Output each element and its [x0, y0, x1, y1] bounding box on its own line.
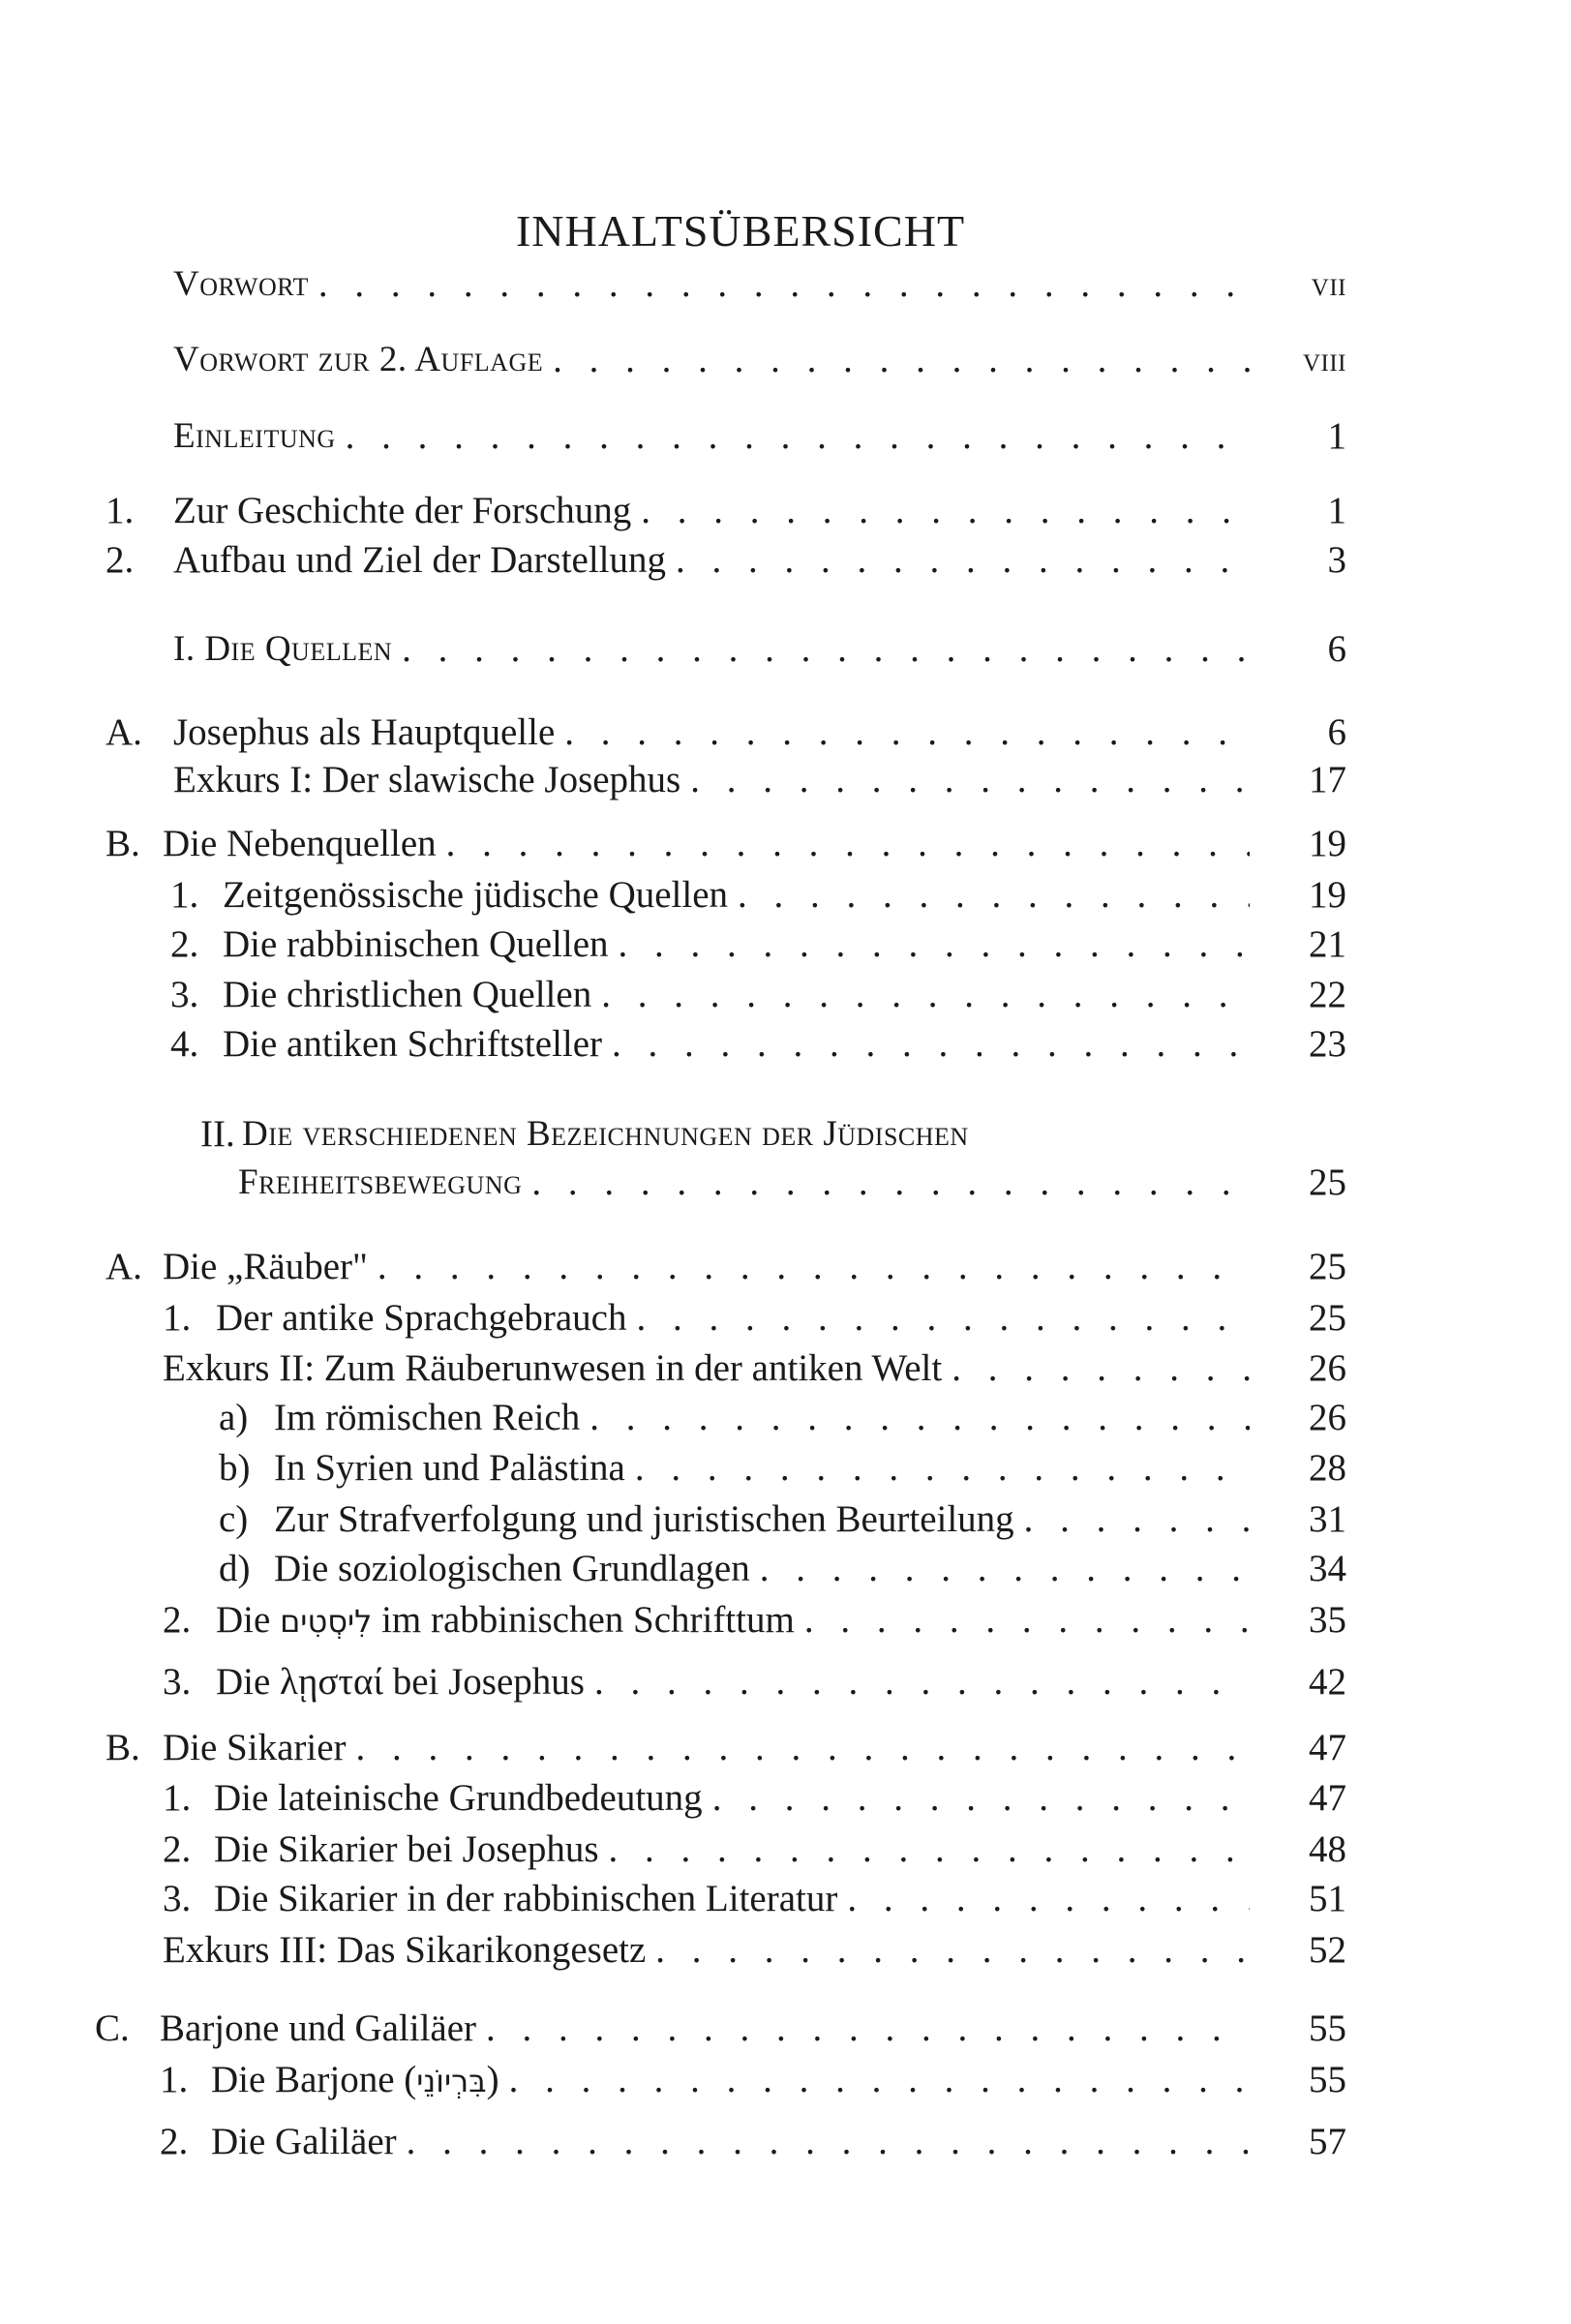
- toc-entry: [0, 535, 1346, 586]
- dot-leader: [397, 2117, 1250, 2167]
- toc-entry: [0, 335, 1346, 385]
- toc-entry: [0, 2117, 1346, 2167]
- entry-title: Die christlichen Quellen: [223, 974, 592, 1015]
- page-number: 55: [1309, 2007, 1346, 2049]
- dot-leader: [309, 259, 1250, 310]
- dot-leader: [585, 1657, 1250, 1707]
- entry-title: Vorwort: [173, 264, 309, 304]
- dot-leader: [580, 1393, 1250, 1443]
- entry-title: Die Sikarier bei Josephus: [214, 1828, 599, 1870]
- entry-title: Im römischen Reich: [274, 1397, 581, 1438]
- toc-entry: [0, 708, 1346, 758]
- dot-leader: [646, 1925, 1250, 1976]
- entry-title: Die λῃσταί bei Josephus: [216, 1661, 585, 1703]
- page-number: 35: [1309, 1599, 1346, 1641]
- page-number: viii: [1302, 341, 1346, 378]
- page-number: 17: [1309, 759, 1346, 800]
- toc-entry: [0, 1393, 1346, 1443]
- entry-title: Die Sikarier: [163, 1727, 347, 1768]
- dot-leader: [336, 411, 1250, 462]
- entry-title: Aufbau und Ziel der Darstellung: [173, 539, 667, 581]
- entry-number: B.: [106, 823, 140, 864]
- dot-leader: [347, 1723, 1250, 1773]
- page-number: 34: [1309, 1548, 1346, 1589]
- toc-entry: [0, 1825, 1346, 1875]
- entry-number: C.: [95, 2007, 130, 2049]
- dot-leader: [522, 1158, 1250, 1208]
- entry-title: Die Galiläer: [211, 2121, 397, 2162]
- toc-entry: [0, 819, 1346, 869]
- entry-title: Die rabbinischen Quellen: [223, 923, 609, 965]
- dot-leader: [599, 1825, 1250, 1875]
- dot-leader: [543, 335, 1250, 385]
- toc-entry: [0, 1874, 1346, 1924]
- entry-number: b): [219, 1447, 251, 1489]
- dot-leader: [625, 1443, 1250, 1494]
- entry-number: 3.: [163, 1661, 192, 1703]
- entry-title: Die soziologischen Grundlagen: [274, 1548, 750, 1589]
- dot-leader: [368, 1242, 1250, 1292]
- entry-title: Die Barjone (בִּרְיוֹנֵי): [211, 2059, 499, 2100]
- page-number: 26: [1309, 1397, 1346, 1438]
- toc-entry: [0, 1925, 1346, 1976]
- entry-title: Vorwort zur 2. Auflage: [173, 340, 544, 379]
- entry-number: 2.: [163, 1828, 192, 1870]
- entry-number: 1.: [170, 874, 199, 916]
- toc-entry: [0, 1494, 1346, 1545]
- entry-number: 1.: [163, 1297, 192, 1339]
- hebrew-term: בִּרְיוֹנֵי: [416, 2063, 487, 2099]
- page-number: 19: [1309, 823, 1346, 864]
- entry-number: d): [219, 1548, 251, 1589]
- page-number: 48: [1309, 1828, 1346, 1870]
- page-number: 6: [1327, 711, 1346, 753]
- toc-entry: [0, 970, 1346, 1020]
- dot-leader: [837, 1874, 1250, 1924]
- entry-number: II.: [200, 1113, 235, 1155]
- dot-leader: [392, 624, 1250, 675]
- page-number: 19: [1309, 874, 1346, 916]
- dot-leader: [942, 1343, 1250, 1394]
- page-number: vii: [1311, 265, 1346, 303]
- toc-entry: [0, 259, 1346, 310]
- page-number: 47: [1309, 1727, 1346, 1768]
- page-number: 22: [1309, 974, 1346, 1015]
- dot-leader: [626, 1293, 1250, 1343]
- page-number: 21: [1309, 923, 1346, 965]
- page-number: 55: [1309, 2059, 1346, 2100]
- dot-leader: [666, 535, 1250, 586]
- dot-leader: [602, 1019, 1250, 1070]
- page-number: 23: [1309, 1023, 1346, 1065]
- dot-leader: [728, 870, 1250, 921]
- toc-entry: [0, 624, 1346, 675]
- page-number: 31: [1309, 1498, 1346, 1540]
- entry-title: Zur Geschichte der Forschung: [173, 490, 632, 531]
- toc-entry: [0, 920, 1346, 970]
- dot-leader: [591, 970, 1250, 1020]
- entry-number: 1.: [106, 490, 135, 531]
- entry-title: Freiheitsbewegung: [238, 1162, 523, 1202]
- entry-number: A.: [106, 711, 142, 753]
- entry-title: In Syrien und Palästina: [274, 1447, 625, 1489]
- entry-title: Exkurs III: Das Sikarikongesetz: [163, 1929, 647, 1971]
- page-number: 1: [1327, 415, 1346, 457]
- page-number: 25: [1309, 1246, 1346, 1287]
- entry-number: A.: [106, 1246, 142, 1287]
- toc-entry: [0, 1773, 1346, 1824]
- entry-title: Zur Strafverfolgung und juristischen Beurteilung: [274, 1498, 1014, 1540]
- entry-title: Exkurs II: Zum Räuberunwesen in der antiken Welt: [163, 1347, 943, 1389]
- entry-title: I. Die Quellen: [173, 629, 393, 669]
- page-number: 47: [1309, 1777, 1346, 1819]
- toc-entry: [0, 755, 1346, 805]
- toc-entry: [0, 1343, 1346, 1394]
- entry-title: Einleitung: [173, 416, 336, 456]
- entry-title: Der antike Sprachgebrauch: [216, 1297, 627, 1339]
- dot-leader: [795, 1595, 1250, 1646]
- toc-entry: [0, 1019, 1346, 1070]
- hebrew-term: לִיסְטִים: [280, 1603, 373, 1640]
- page-number: 28: [1309, 1447, 1346, 1489]
- entry-number: 2.: [170, 923, 199, 965]
- toc-entry: [0, 486, 1346, 536]
- dot-leader: [680, 755, 1250, 805]
- entry-title: Die Sikarier in der rabbinischen Literatur: [214, 1878, 838, 1919]
- entry-title: Die lateinische Grundbedeutung: [214, 1777, 703, 1819]
- page-title: INHALTSÜBERSICHT: [515, 206, 966, 256]
- entry-title: Josephus als Hauptquelle: [173, 711, 556, 753]
- entry-number: 3.: [163, 1878, 192, 1919]
- entry-title: Barjone und Galiläer: [160, 2007, 477, 2049]
- entry-number: 1.: [163, 1777, 192, 1819]
- page-number: 25: [1309, 1162, 1346, 1203]
- toc-entry: [0, 1293, 1346, 1343]
- entry-title: Die Nebenquellen: [163, 823, 437, 864]
- page-number: 42: [1309, 1661, 1346, 1703]
- page-number: 51: [1309, 1878, 1346, 1919]
- toc-entry: [0, 2055, 1346, 2105]
- toc-entry: [0, 1595, 1346, 1645]
- page-number: 3: [1327, 539, 1346, 581]
- dot-leader: [555, 708, 1250, 758]
- entry-title: Die verschiedenen Bezeichnungen der Jüdischen: [242, 1114, 969, 1154]
- dot-leader: [499, 2055, 1250, 2106]
- dot-leader: [631, 486, 1250, 536]
- toc-entry: [0, 1158, 1346, 1208]
- entry-title: Die antiken Schriftsteller: [223, 1023, 603, 1065]
- dot-leader: [703, 1773, 1250, 1824]
- toc-entry: [0, 1443, 1346, 1494]
- page-number: 6: [1327, 628, 1346, 670]
- toc-entry: [0, 1723, 1346, 1773]
- entry-number: c): [219, 1498, 249, 1540]
- entry-title: Exkurs I: Der slawische Josephus: [173, 759, 681, 800]
- dot-leader: [476, 2004, 1250, 2054]
- entry-title: Die לִיסְטִים im rabbinischen Schrifttum: [216, 1599, 795, 1641]
- dot-leader: [1014, 1494, 1250, 1545]
- entry-number: 2.: [163, 1599, 192, 1641]
- page-number: 52: [1309, 1929, 1346, 1971]
- entry-number: a): [219, 1397, 249, 1438]
- page-number: 57: [1309, 2121, 1346, 2162]
- entry-title: Die „Räuber": [163, 1246, 368, 1287]
- toc-entry: [0, 1544, 1346, 1594]
- entry-number: 2.: [160, 2121, 189, 2162]
- page-number: 1: [1327, 490, 1346, 531]
- dot-leader: [750, 1544, 1250, 1594]
- page-number: 25: [1309, 1297, 1346, 1339]
- entry-number: 1.: [160, 2059, 189, 2100]
- toc-entry: [0, 2004, 1346, 2054]
- entry-number: B.: [106, 1727, 140, 1768]
- dot-leader: [609, 920, 1250, 970]
- entry-number: 4.: [170, 1023, 199, 1065]
- toc-entry: [0, 1657, 1346, 1707]
- entry-title: Zeitgenössische jüdische Quellen: [223, 874, 729, 916]
- toc-entry: [0, 870, 1346, 921]
- entry-number: 2.: [106, 539, 135, 581]
- toc-entry: [0, 1242, 1346, 1292]
- toc-entry: [0, 1109, 1346, 1160]
- entry-number: 3.: [170, 974, 199, 1015]
- dot-leader: [437, 819, 1250, 869]
- page-number: 26: [1309, 1347, 1346, 1389]
- toc-entry: [0, 411, 1346, 462]
